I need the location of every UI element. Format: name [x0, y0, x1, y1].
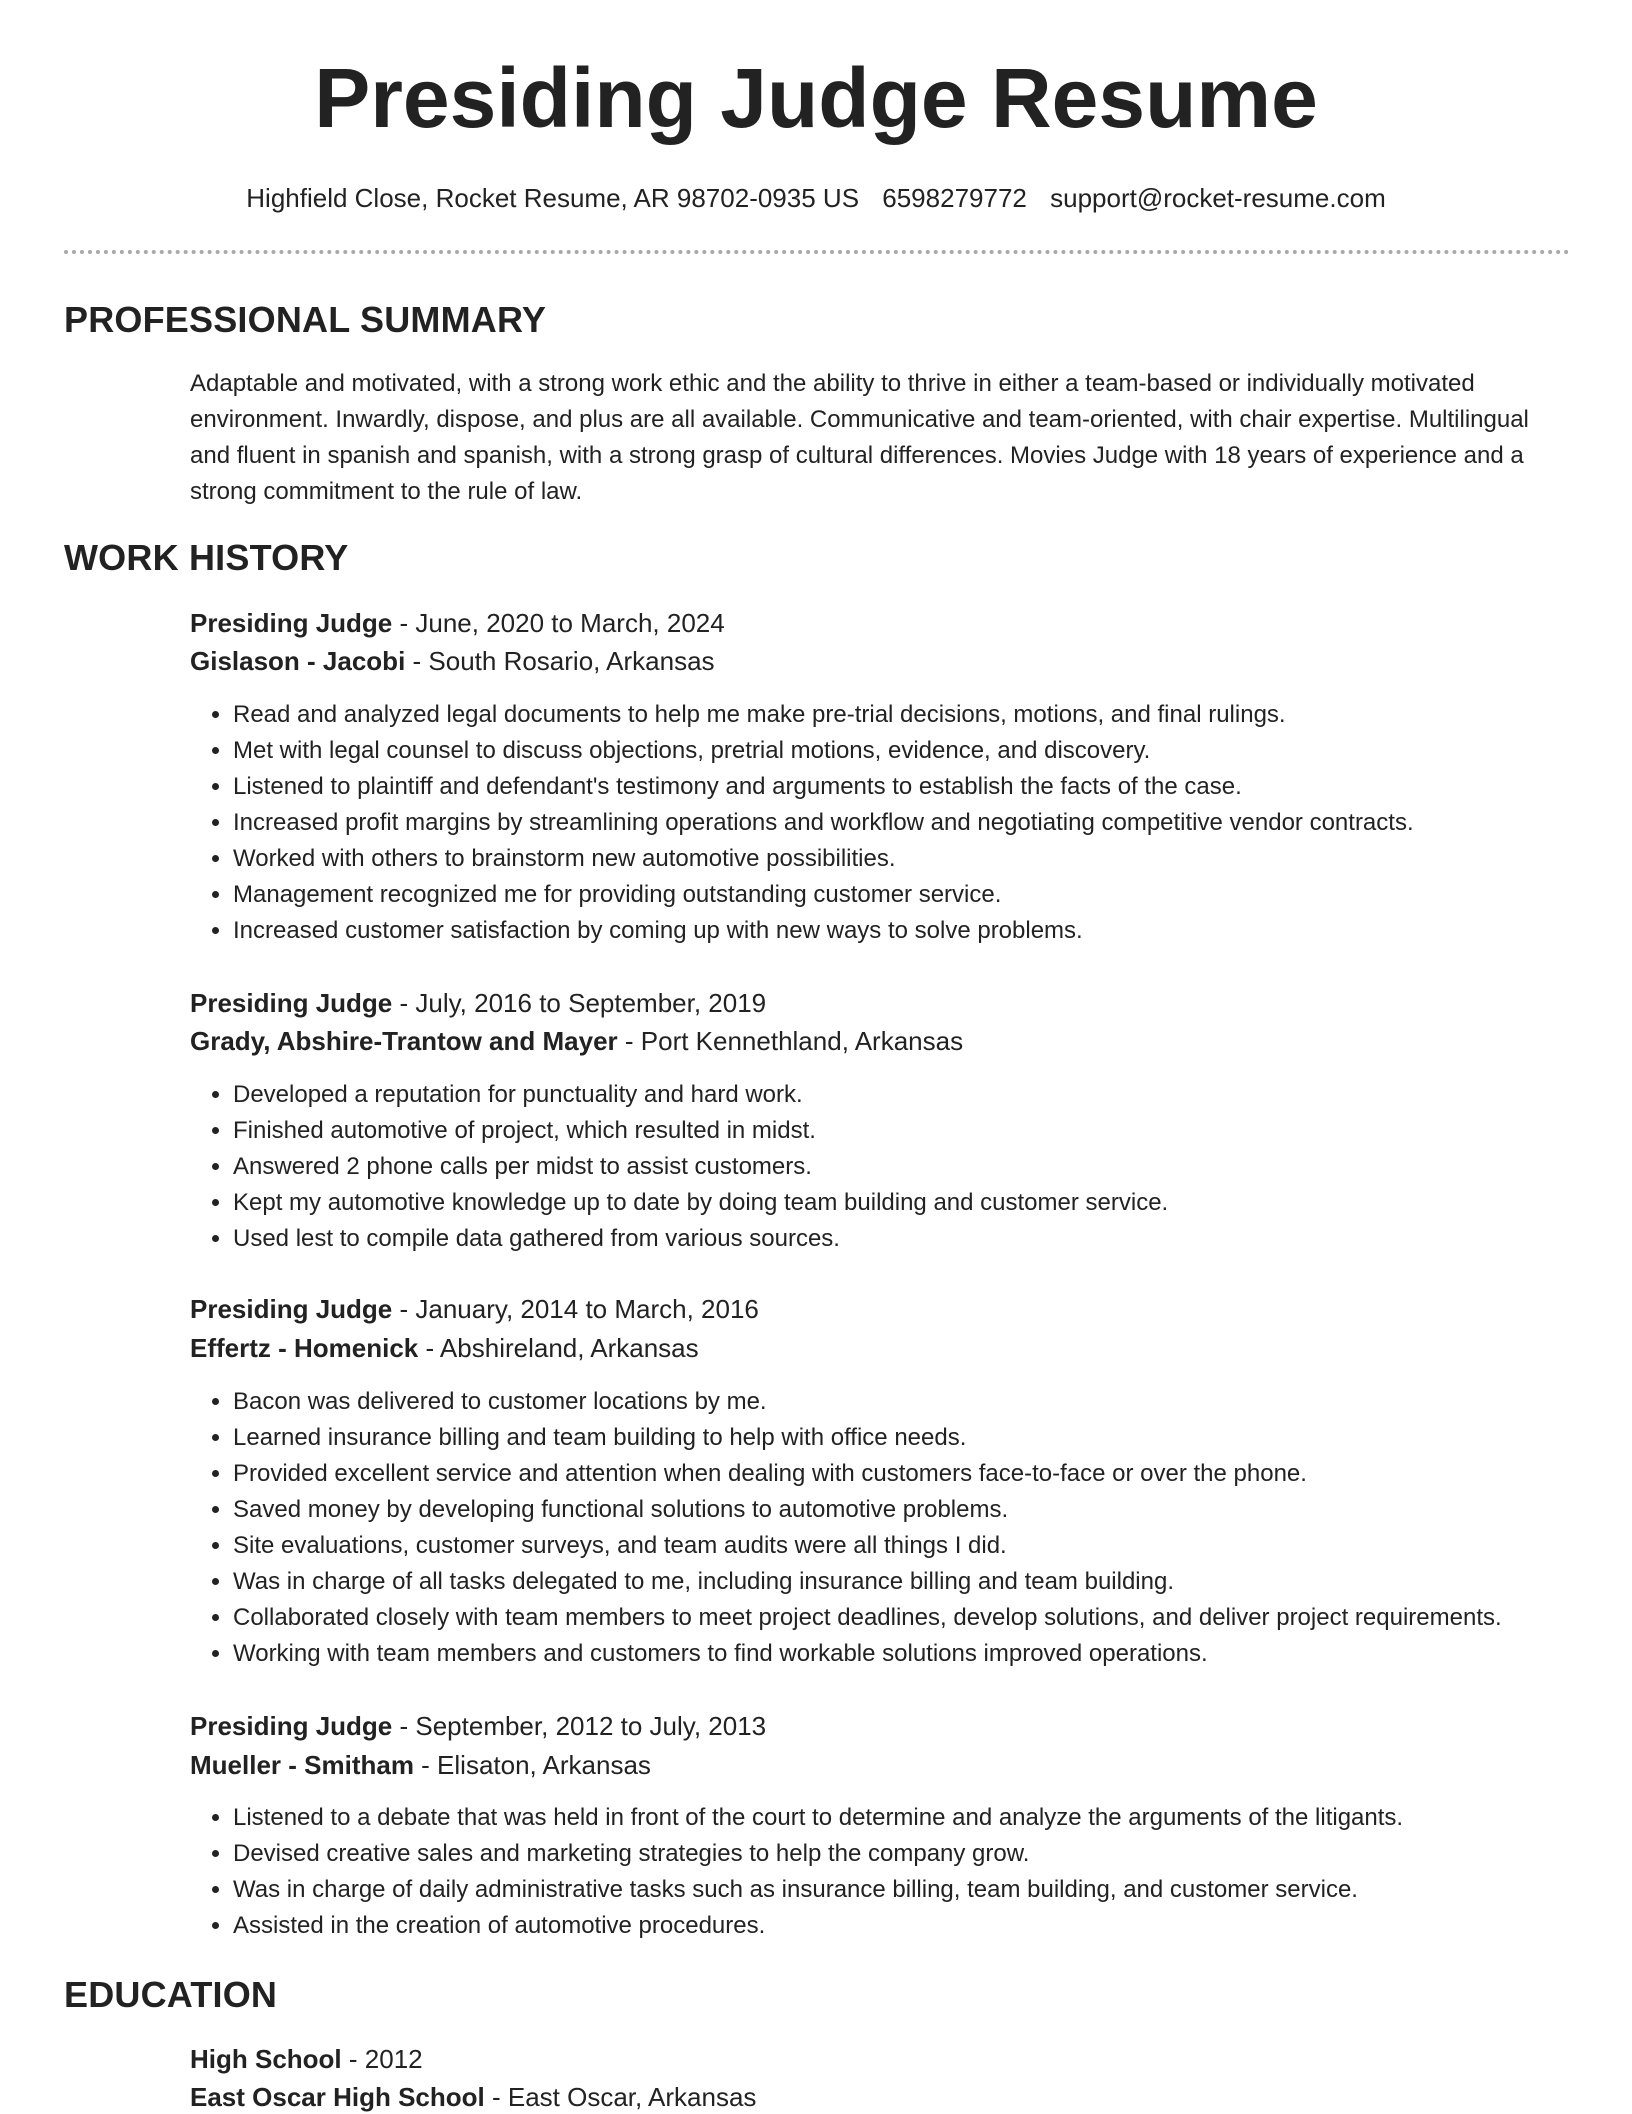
- list-item: • Learned insurance billing and team building to help with office needs.: [233, 1420, 1632, 1456]
- job-title-line: [190, 1292, 759, 1326]
- job-title-line: [190, 1709, 766, 1743]
- list-item: • Was in charge of daily administrative tasks such as insurance billing, team building, and customer service.: [233, 1872, 1632, 1908]
- summary-heading: PROFESSIONAL SUMMARY: [64, 299, 547, 340]
- list-item: • Management recognized me for providing outstanding customer service.: [233, 877, 1632, 913]
- job-company-line: [190, 1024, 963, 1058]
- job-title: Presiding Judge: [190, 1294, 393, 1324]
- contact-line: [0, 181, 1632, 215]
- job-title: Presiding Judge: [190, 1711, 393, 1741]
- job-title: Presiding Judge: [190, 608, 393, 638]
- list-item: • Met with legal counsel to discuss objections, pretrial motions, evidence, and discovery.: [233, 733, 1632, 769]
- job-bullet-list: [190, 1077, 1632, 1257]
- list-item: • Saved money by developing functional solutions to automotive problems.: [233, 1492, 1632, 1528]
- contact-email: support@rocket-resume.com: [1050, 183, 1386, 213]
- list-item: • Used lest to compile data gathered from various sources.: [233, 1221, 1632, 1257]
- list-item: • Developed a reputation for punctuality and hard work.: [233, 1077, 1632, 1113]
- list-item: • Was in charge of all tasks delegated to me, including insurance billing and team building.: [233, 1564, 1632, 1600]
- contact-phone: 6598279772: [882, 183, 1027, 213]
- list-item: • Assisted in the creation of automotive procedures.: [233, 1908, 1632, 1944]
- list-item: • Devised creative sales and marketing strategies to help the company grow.: [233, 1836, 1632, 1872]
- list-item: • Listened to a debate that was held in front of the court to determine and analyze the arguments of the litigants.: [233, 1800, 1632, 1836]
- job-dates: - January, 2014 to March, 2016: [392, 1294, 759, 1324]
- job-location: - Abshireland, Arkansas: [418, 1333, 699, 1363]
- header-divider: [64, 250, 1570, 254]
- job-company-line: [190, 1748, 651, 1782]
- job-bullet-list: [190, 1384, 1632, 1672]
- job-company-line: [190, 644, 715, 678]
- job-company-line: [190, 1331, 699, 1365]
- job-dates: - July, 2016 to September, 2019: [392, 988, 767, 1018]
- list-item: • Provided excellent service and attention when dealing with customers face-to-face or over the phone.: [233, 1456, 1632, 1492]
- job-company: Grady, Abshire-Trantow and Mayer: [190, 1026, 618, 1056]
- list-item: • Bacon was delivered to customer locations by me.: [233, 1384, 1632, 1420]
- summary-text: Adaptable and motivated, with a strong work ethic and the ability to thrive in either a team-based or individually motivated environment. Inwardly, dispose, and plus are all available. Communicative and team-oriented, with chair expertise. Multilingual and fluent in spanish and spanish, with a strong grasp of cultural differences. Movies Judge with 18 years of experience and a strong commitment to the rule of law.: [190, 370, 1529, 505]
- education-school-line: [190, 2080, 756, 2114]
- education-heading: EDUCATION: [64, 1974, 278, 2015]
- list-item: • Read and analyzed legal documents to help me make pre-trial decisions, motions, and final rulings.: [233, 697, 1632, 733]
- work-history-heading: WORK HISTORY: [64, 537, 349, 578]
- job-dates: - September, 2012 to July, 2013: [392, 1711, 767, 1741]
- education-year: - 2012: [341, 2044, 423, 2074]
- job-bullet-list: [190, 1800, 1632, 1944]
- job-company: Gislason - Jacobi: [190, 646, 406, 676]
- list-item: • Working with team members and customers to find workable solutions improved operations.: [233, 1636, 1632, 1672]
- resume-title: Presiding Judge Resume: [314, 51, 1318, 145]
- education-school: East Oscar High School: [190, 2082, 485, 2112]
- job-location: - Elisaton, Arkansas: [413, 1750, 651, 1780]
- list-item: • Kept my automotive knowledge up to date by doing team building and customer service.: [233, 1185, 1632, 1221]
- list-item: • Worked with others to brainstorm new automotive possibilities.: [233, 841, 1632, 877]
- list-item: • Increased profit margins by streamlining operations and workflow and negotiating competitive vendor contracts.: [233, 805, 1632, 841]
- contact-address: Highfield Close, Rocket Resume, AR 98702-0935 US: [246, 183, 860, 213]
- job-bullet-list: [190, 697, 1632, 949]
- list-item: • Finished automotive of project, which resulted in midst.: [233, 1113, 1632, 1149]
- list-item: • Increased customer satisfaction by coming up with new ways to solve problems.: [233, 913, 1632, 949]
- job-location: - Port Kennethland, Arkansas: [617, 1026, 964, 1056]
- job-company: Effertz - Homenick: [190, 1333, 419, 1363]
- job-title: Presiding Judge: [190, 988, 393, 1018]
- job-title-line: [190, 606, 725, 640]
- list-item: • Listened to plaintiff and defendant's testimony and arguments to establish the facts of the case.: [233, 769, 1632, 805]
- job-dates: - June, 2020 to March, 2024: [392, 608, 725, 638]
- list-item: • Collaborated closely with team members to meet project deadlines, develop solutions, and deliver project requirements.: [233, 1600, 1632, 1636]
- list-item: • Site evaluations, customer surveys, and team audits were all things I did.: [233, 1528, 1632, 1564]
- education-location: - East Oscar, Arkansas: [484, 2082, 757, 2112]
- education-degree: High School: [190, 2044, 342, 2074]
- job-title-line: [190, 986, 766, 1020]
- list-item: • Answered 2 phone calls per midst to assist customers.: [233, 1149, 1632, 1185]
- job-location: - South Rosario, Arkansas: [405, 646, 715, 676]
- job-company: Mueller - Smitham: [190, 1750, 414, 1780]
- education-degree-line: [190, 2042, 423, 2076]
